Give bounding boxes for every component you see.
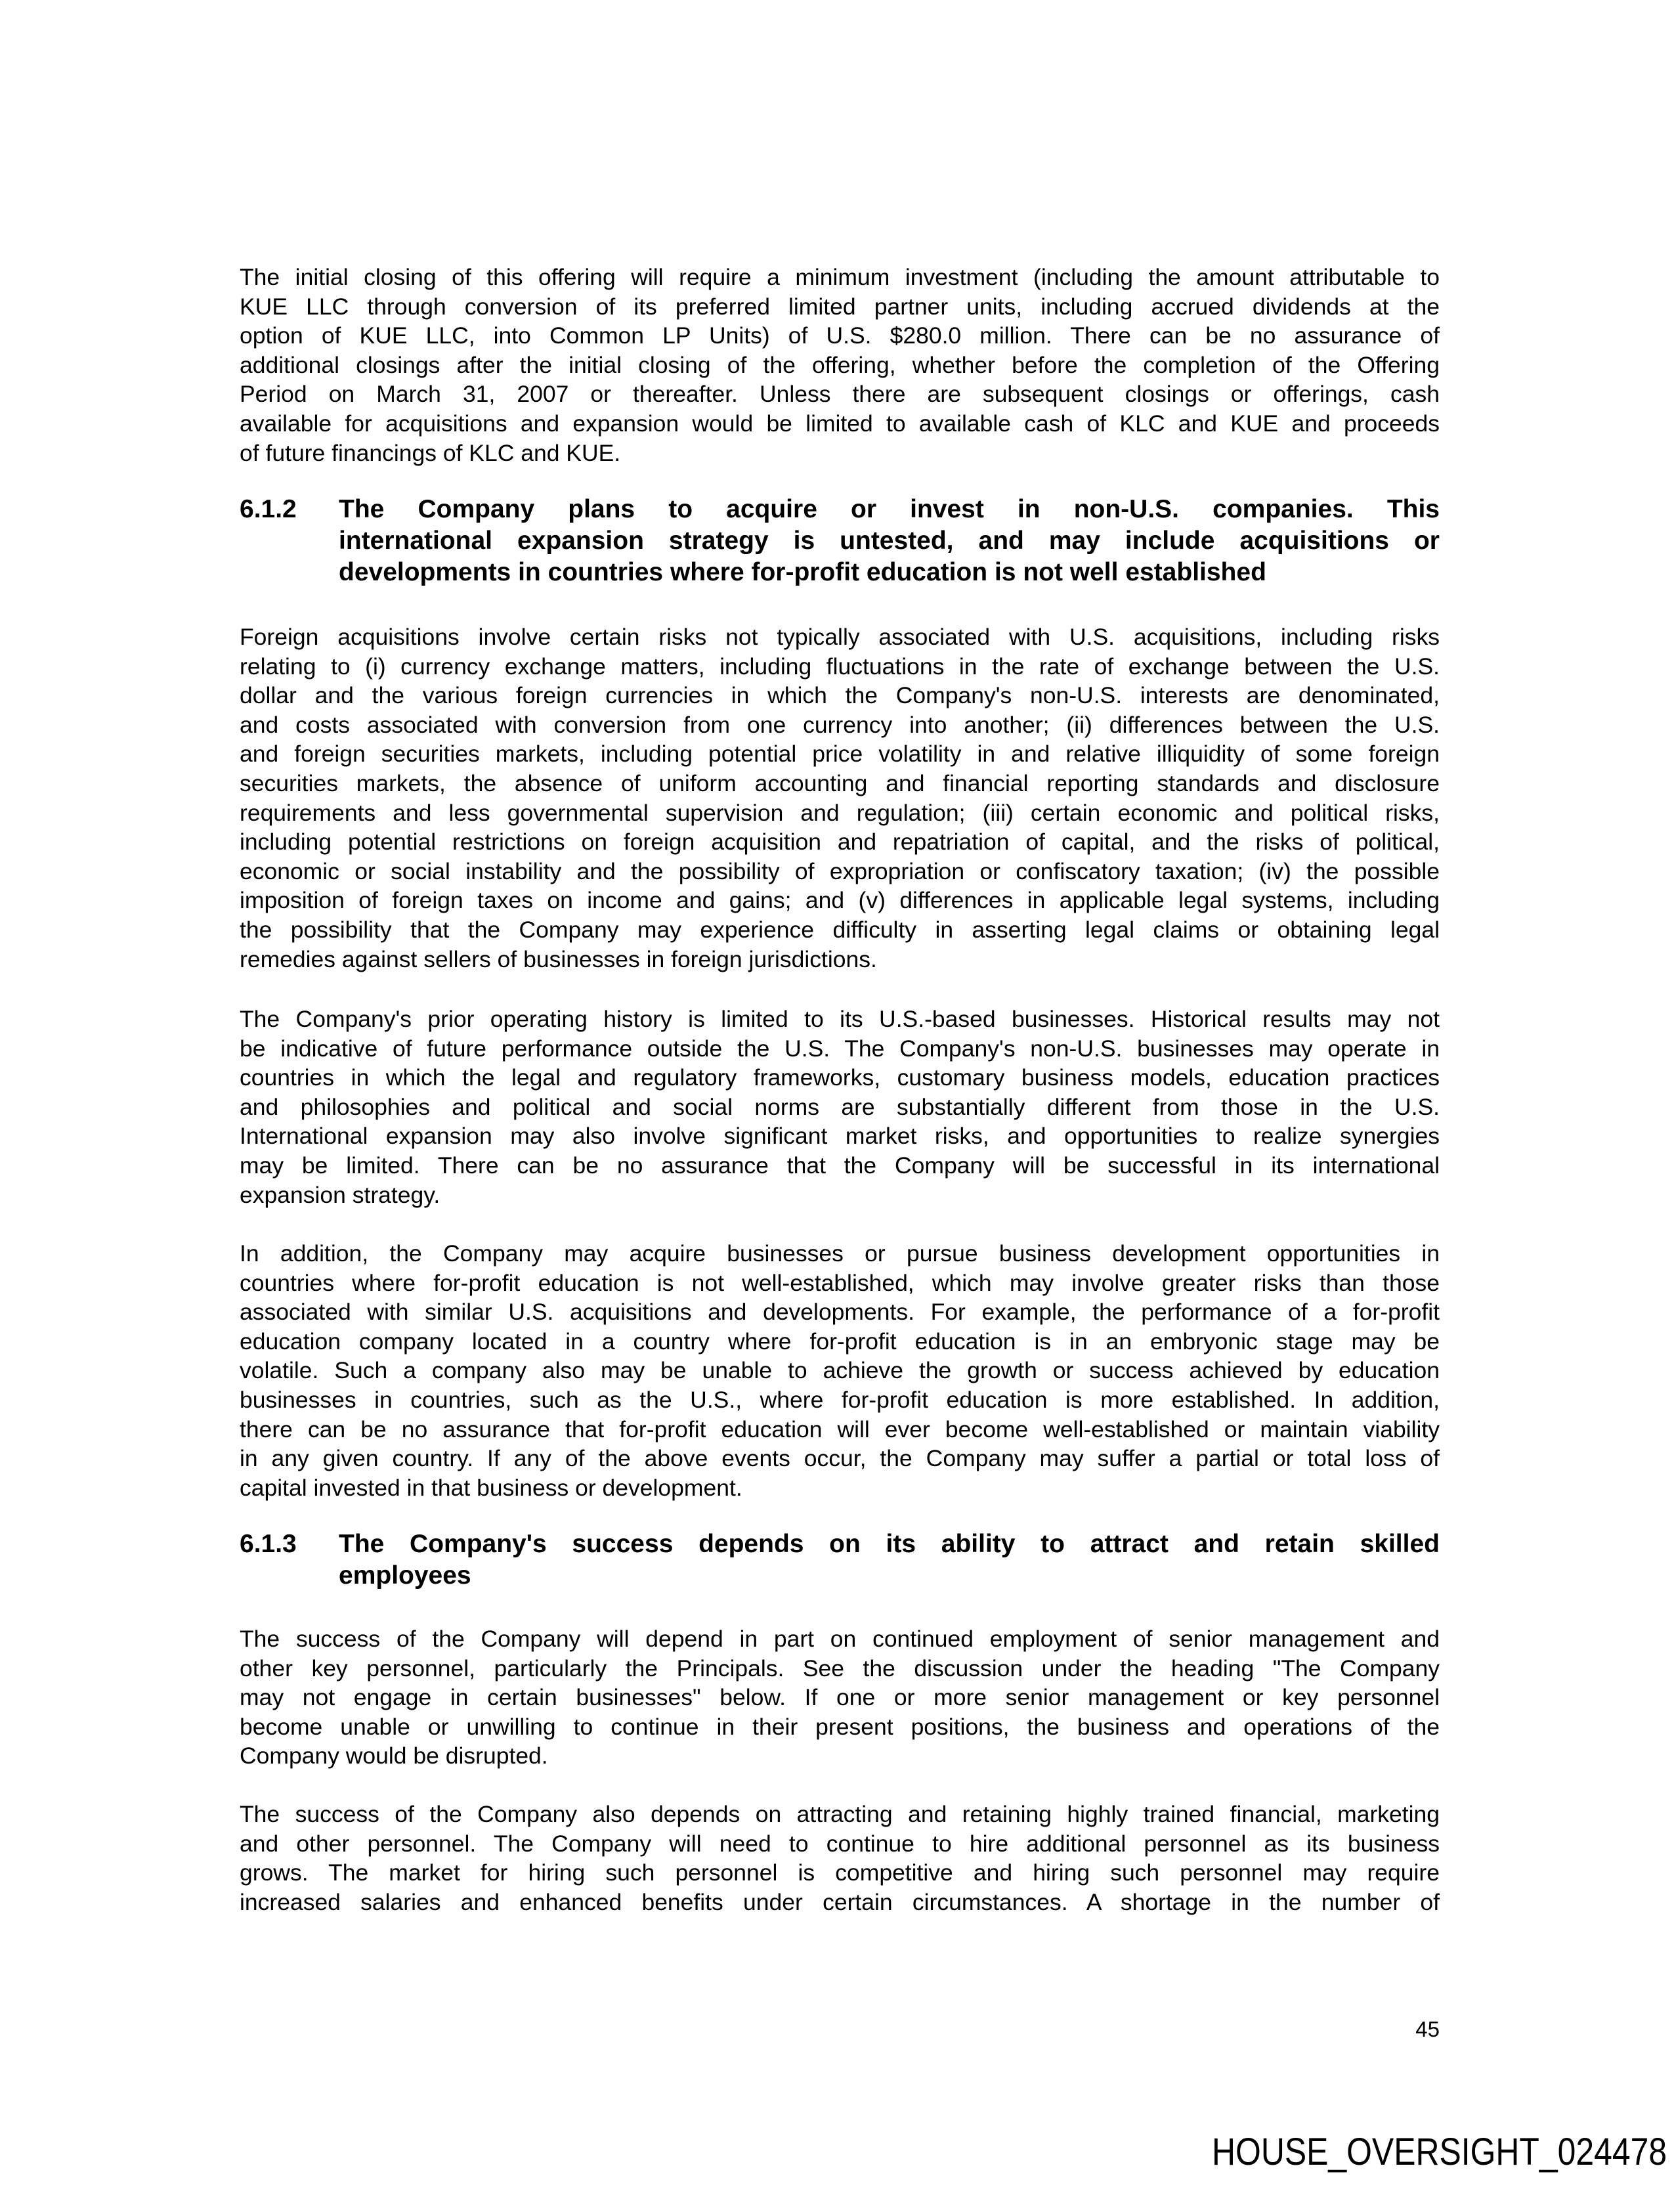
text-line: Company would be disrupted. <box>240 1743 548 1769</box>
text-line: and foreign securities markets, including potential price volatility in and relative illiquidity of some foreign <box>240 741 1440 768</box>
section-number: 6.1.2 <box>240 495 297 523</box>
text-line: employees <box>339 1561 471 1590</box>
text-line: in any given country. If any of the above events occur, the Company may suffer a partial or total loss of <box>240 1445 1440 1472</box>
text-line: The Company's prior operating history is limited to its U.S.-based businesses. Historical results may not <box>240 1006 1440 1032</box>
text-line: the possibility that the Company may experience difficulty in asserting legal claims or obtaining legal <box>240 916 1440 943</box>
text-line: may not engage in certain businesses" below. If one or more senior management or key personnel <box>240 1684 1440 1711</box>
text-line: economic or social instability and the possibility of expropriation or confiscatory taxation; (iv) the possible <box>240 857 1440 884</box>
text-line: The initial closing of this offering will require a minimum investment (including the amount attributable to <box>240 264 1440 290</box>
section-number: 6.1.3 <box>240 1530 297 1558</box>
section-title <box>339 1529 1440 1592</box>
text-line: may be limited. There can be no assurance that the Company will be successful in its international <box>240 1152 1440 1179</box>
text-line: In addition, the Company may acquire businesses or pursue business development opportunities in <box>240 1240 1440 1267</box>
bates-number: HOUSE_OVERSIGHT_024478 <box>1212 2131 1667 2173</box>
text-line: The success of the Company will depend in part on continued employment of senior management and <box>240 1626 1440 1652</box>
text-line: available for acquisitions and expansion would be limited to available cash of KLC and KUE and proceeds <box>240 410 1440 437</box>
text-line: and costs associated with conversion from one currency into another; (ii) differences between the U.S. <box>240 711 1440 738</box>
text-line: be indicative of future performance outside the U.S. The Company's non-U.S. businesses may operate in <box>240 1035 1440 1062</box>
text-line: The Company's success depends on its ability to attract and retain skilled <box>339 1530 1440 1558</box>
text-line: international expansion strategy is untested, and may include acquisitions or <box>339 527 1440 555</box>
text-line: The Company plans to acquire or invest in non-U.S. companies. This <box>339 495 1440 523</box>
text-line: countries where for-profit education is not well-established, which may involve greater risks than those <box>240 1269 1440 1296</box>
paragraph-foreign-acquisition-risks <box>240 622 1440 974</box>
text-line: there can be no assurance that for-profit education will ever become well-established or maintain viability <box>240 1416 1440 1442</box>
text-line: increased salaries and enhanced benefits under certain circumstances. A shortage in the number of <box>240 1888 1440 1915</box>
text-line: imposition of foreign taxes on income and gains; and (v) differences in applicable legal systems, including <box>240 887 1440 914</box>
text-line: securities markets, the absence of uniform accounting and financial reporting standards and disclosure <box>240 770 1440 796</box>
text-line: countries in which the legal and regulatory frameworks, customary business models, education practices <box>240 1064 1440 1091</box>
paragraph-operating-history <box>240 1005 1440 1209</box>
text-line: option of KUE LLC, into Common LP Units) of U.S. $280.0 million. There can be no assurance of <box>240 322 1440 349</box>
text-line: Foreign acquisitions involve certain risks not typically associated with U.S. acquisitions, including risks <box>240 624 1440 650</box>
text-line: additional closings after the initial closing of the offering, whether before the completion of the Offering <box>240 351 1440 378</box>
text-line: requirements and less governmental supervision and regulation; (iii) certain economic and political risks, <box>240 799 1440 826</box>
text-line: relating to (i) currency exchange matters, including fluctuations in the rate of exchange between the U.S. <box>240 653 1440 680</box>
text-line: International expansion may also involve significant market risks, and opportunities to realize synergies <box>240 1123 1440 1150</box>
text-line: become unable or unwilling to continue in their present positions, the business and operations of the <box>240 1713 1440 1740</box>
text-line: and other personnel. The Company will need to continue to hire additional personnel as its business <box>240 1830 1440 1857</box>
page-number: 45 <box>1415 2017 1440 2041</box>
section-title <box>339 494 1440 588</box>
paragraph-personnel-hiring <box>240 1800 1440 1917</box>
text-line: businesses in countries, such as the U.S., where for-profit education is more established. In addition, <box>240 1386 1440 1413</box>
paragraph-offering-minimum <box>240 263 1440 467</box>
paragraph-senior-management <box>240 1624 1440 1771</box>
paragraph-for-profit-education-risks <box>240 1239 1440 1502</box>
text-line: capital invested in that business or development. <box>240 1474 742 1501</box>
text-line: associated with similar U.S. acquisitions and developments. For example, the performance of a for-profit <box>240 1299 1440 1326</box>
text-line: The success of the Company also depends on attracting and retaining highly trained financial, marketing <box>240 1801 1440 1827</box>
text-line: KUE LLC through conversion of its preferred limited partner units, including accrued dividends at the <box>240 293 1440 320</box>
text-line: grows. The market for hiring such personnel is competitive and hiring such personnel may require <box>240 1859 1440 1886</box>
text-line: of future financings of KLC and KUE. <box>240 439 621 466</box>
text-line: developments in countries where for-profit education is not well established <box>339 558 1266 586</box>
text-line: expansion strategy. <box>240 1181 440 1208</box>
text-line: dollar and the various foreign currencies in which the Company's non-U.S. interests are denominated, <box>240 682 1440 709</box>
text-line: Period on March 31, 2007 or thereafter. Unless there are subsequent closings or offerings, cash <box>240 381 1440 408</box>
text-line: education company located in a country where for-profit education is in an embryonic stage may be <box>240 1328 1440 1355</box>
text-line: other key personnel, particularly the Principals. See the discussion under the heading "The Company <box>240 1655 1440 1681</box>
text-line: and philosophies and political and social norms are substantially different from those in the U.S. <box>240 1093 1440 1120</box>
text-line: volatile. Such a company also may be unable to achieve the growth or success achieved by education <box>240 1357 1440 1384</box>
text-line: including potential restrictions on foreign acquisition and repatriation of capital, and the risks of political, <box>240 829 1440 856</box>
text-line: remedies against sellers of businesses in foreign jurisdictions. <box>240 945 877 972</box>
